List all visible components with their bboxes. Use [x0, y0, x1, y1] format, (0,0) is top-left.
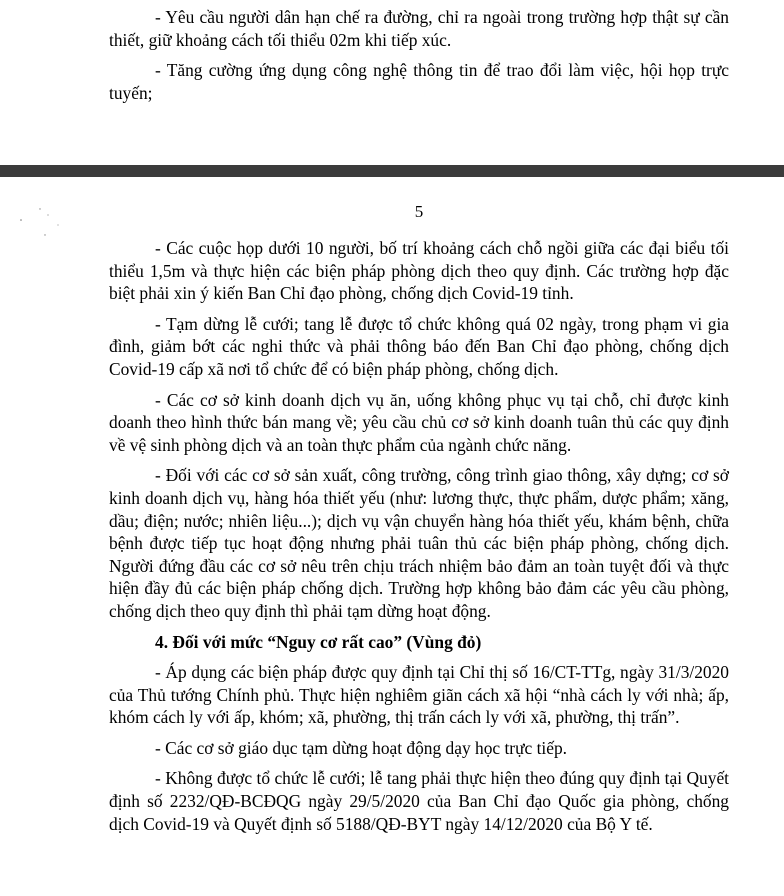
paragraph-production-facilities: - Đối với các cơ sở sản xuất, công trường, công trình giao thông, xây dựng; cơ sở kinh doanh dịch vụ, hàng hóa thiết yếu (như: lương thực, thực phẩm, dược phẩm; xăng, dầu; điện; nước; nhiên liệu...); dịch vụ vận chuyển hàng hóa thiết yếu, khám bệnh, chữa bệnh được tiếp tục hoạt động nhưng phải tuân thủ các biện pháp phòng, chống dịch. Người đứng đầu các cơ sở nêu trên chịu trách nhiệm bảo đảm an toàn tuyệt đối và thực hiện đầy đủ các biện pháp chống dịch. Trường hợp không bảo đảm các yêu cầu phòng, chống dịch theo quy định thì phải tạm dừng hoạt động. — [109, 465, 729, 621]
section-heading-very-high-risk: 4. Đối với mức “Nguy cơ rất cao” (Vùng đỏ) — [155, 631, 482, 652]
paragraph-weddings-funerals: - Tạm dừng lễ cưới; tang lễ được tổ chức không quá 02 ngày, trong phạm vi gia đình, giảm bớt các nghi thức và phải thông báo đến Ban Chỉ đạo phòng, chống dịch Covid-19 cấp xã nơi tổ chức để có biện pháp phòng, chống dịch. — [109, 313, 729, 379]
page-separator — [0, 165, 784, 177]
page-number: 5 — [414, 202, 424, 221]
paragraph-food-services: - Các cơ sở kinh doanh dịch vụ ăn, uống không phục vụ tại chỗ, chỉ được kinh doanh theo hình thức bán mang về; yêu cầu chủ cơ sở kinh doanh tuân thủ các quy định về vệ sinh phòng dịch và an toàn thực phẩm của ngành chức năng. — [109, 389, 729, 455]
previous-page — [0, 0, 784, 165]
paragraph-no-weddings: - Không được tổ chức lễ cưới; lễ tang phải thực hiện theo đúng quy định tại Quyết định số 2232/QĐ-BCĐQG ngày 29/5/2020 của Ban Chỉ đạo Quốc gia phòng, chống dịch Covid-19 và Quyết định số 5188/QĐ-BYT ngày 14/12/2020 của Bộ Y tế. — [109, 768, 729, 834]
paragraph-meetings: - Các cuộc họp dưới 10 người, bố trí khoảng cách chỗ ngồi giữa các đại biểu tối thiểu 1,5m và thực hiện các biện pháp phòng dịch theo quy định. Các trường hợp đặc biệt phải xin ý kiến Ban Chỉ đạo phòng, chống dịch Covid-19 tỉnh. — [109, 238, 729, 304]
previous-page-body — [109, 6, 729, 104]
paragraph-limit-going-out: - Yêu cầu người dân hạn chế ra đường, chỉ ra ngoài trong trường hợp thật sự cần thiết, giữ khoảng cách tối thiểu 02m khi tiếp xúc. — [109, 7, 729, 50]
current-page-body — [109, 237, 729, 835]
paragraph-schools: - Các cơ sở giáo dục tạm dừng hoạt động dạy học trực tiếp. — [155, 737, 568, 758]
paragraph-directive-16: - Áp dụng các biện pháp được quy định tại Chỉ thị số 16/CT-TTg, ngày 31/3/2020 của Thủ tướng Chính phủ. Thực hiện nghiêm giãn cách xã hội “nhà cách ly với nhà; ấp, khóm cách ly với ấp, khóm; xã, phường, thị trấn cách ly với xã, phường, thị trấn”. — [109, 662, 729, 728]
paragraph-online-meetings: - Tăng cường ứng dụng công nghệ thông tin để trao đổi làm việc, hội họp trực tuyến; — [109, 60, 729, 103]
